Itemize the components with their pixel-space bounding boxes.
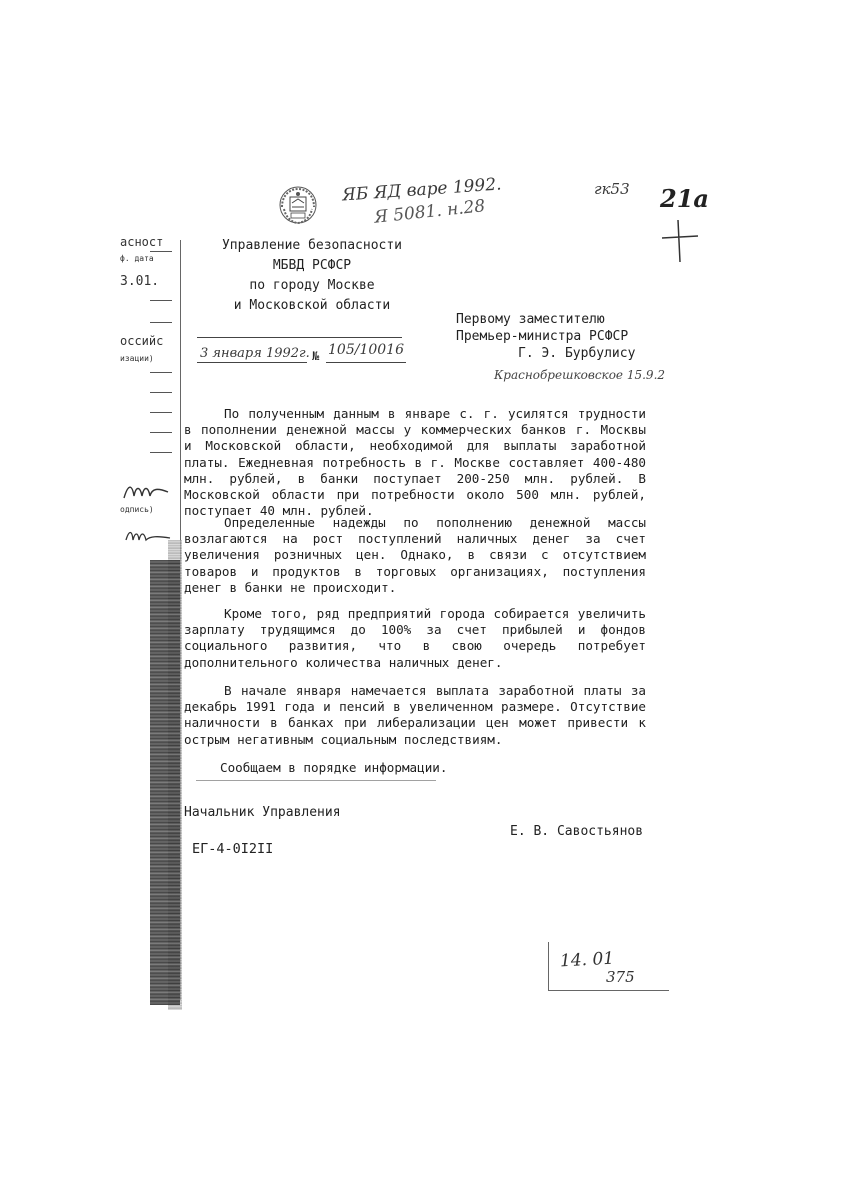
addressee-line-2: Премьер-министра РСФСР (456, 329, 629, 344)
registry-code-handwriting: Я 5081. н.28 (373, 196, 487, 228)
left-fragment-4: оссийс (120, 334, 164, 348)
body-paragraph-2: Определенные надежды по пополнению денежной массы возлагаются на рост поступлений наличных денег за счет увеличения розничных цен. Однако, в связи с отсутствием товаров и продуктов в торговых организациях, поступления денег в банки не происходит. (184, 515, 646, 595)
stamp-date-handwritten: 14. 01 (559, 948, 615, 972)
issuer-line-2: МБВД РСФСР (272, 258, 352, 273)
number-rule (326, 362, 406, 363)
date-handwritten: 3 января 1992г. (200, 346, 310, 361)
left-fragment-rule (150, 300, 172, 301)
registry-handwriting: ЯБ ЯД варе 1992. (341, 174, 503, 206)
body-paragraph-4: В начале января намечается выплата заработной платы за декабрь 1991 года и пенсий в увеличенном размере. Отсутствие наличности в банках при либерализации цен может привести к острым негативным социальным последствиям. (184, 683, 646, 747)
left-fragment-rule (150, 251, 172, 252)
left-fragment-3: 3.01. (120, 274, 160, 289)
issuer-line-3: по городу Москве (249, 278, 375, 293)
left-fragment-rule (150, 432, 172, 433)
resolution-handwritten: Краснобрешковское 15.9.2 (494, 368, 666, 382)
stamp-number-handwritten: 375 (606, 968, 635, 986)
left-fragment-2: ф. датa (120, 254, 154, 263)
issuer-line-1: Управление безопасности (221, 238, 402, 253)
binding-edge (150, 560, 180, 1005)
body-paragraph-3: Кроме того, ряд предприятий города собирается увеличить зарплату трудящимся до 100% за счет прибылей и фондов социального развития, что в свою очередь потребует дополнительного количества наличных денег. (184, 606, 646, 670)
issuer-block (212, 236, 412, 316)
closing-underline (196, 780, 436, 781)
issuer-line-4: и Московской области (233, 298, 391, 313)
left-fragment-rule (150, 452, 172, 453)
left-fragment-5: изации) (120, 354, 154, 363)
cross-mark (658, 216, 702, 266)
body-closing-line: Сообщаем в порядке информации. (220, 760, 448, 775)
left-fragment-signature (122, 480, 172, 502)
top-right-handwritten-number: гк53 (594, 180, 630, 198)
left-fragment-rule (150, 412, 172, 413)
left-fragment-rule (150, 372, 172, 373)
addressee-line-1: Первому заместителю (456, 312, 605, 327)
page-number-handwritten: 21а (660, 184, 709, 213)
left-fragment-rule (150, 392, 172, 393)
body-paragraph-1: По полученным данным в январе с. г. усилятся трудности в пополнении денежной массы у коммерческих банков г. Москвы и Московской области, необходимой для выплаты заработной платы. Ежедневная потребность в г. Москве составляет 400-480 млн. рублей, в банки поступает 200-250 млн. рублей. В Московской области при потребности около 500 млн. рублей, поступает 40 млн. рублей. (184, 406, 646, 519)
number-handwritten: 105/10016 (328, 342, 404, 358)
signatory-title: Начальник Управления (184, 805, 341, 820)
number-prefix: № (312, 349, 320, 363)
date-rule (197, 362, 307, 363)
addressee-line-3: Г. Э. Бурбулису (518, 346, 636, 361)
left-fragment-rule (150, 322, 172, 323)
left-fragment-1: асност (120, 235, 164, 249)
left-fragment-scribble (124, 528, 172, 544)
document-code: ЕГ-4-0I2II (192, 841, 274, 857)
rsfsr-coat-of-arms-icon (276, 183, 320, 227)
left-fragment-6: одпись) (120, 505, 154, 514)
signatory-name: Е. В. Савостьянов (510, 824, 644, 839)
issuer-rule (197, 337, 402, 338)
